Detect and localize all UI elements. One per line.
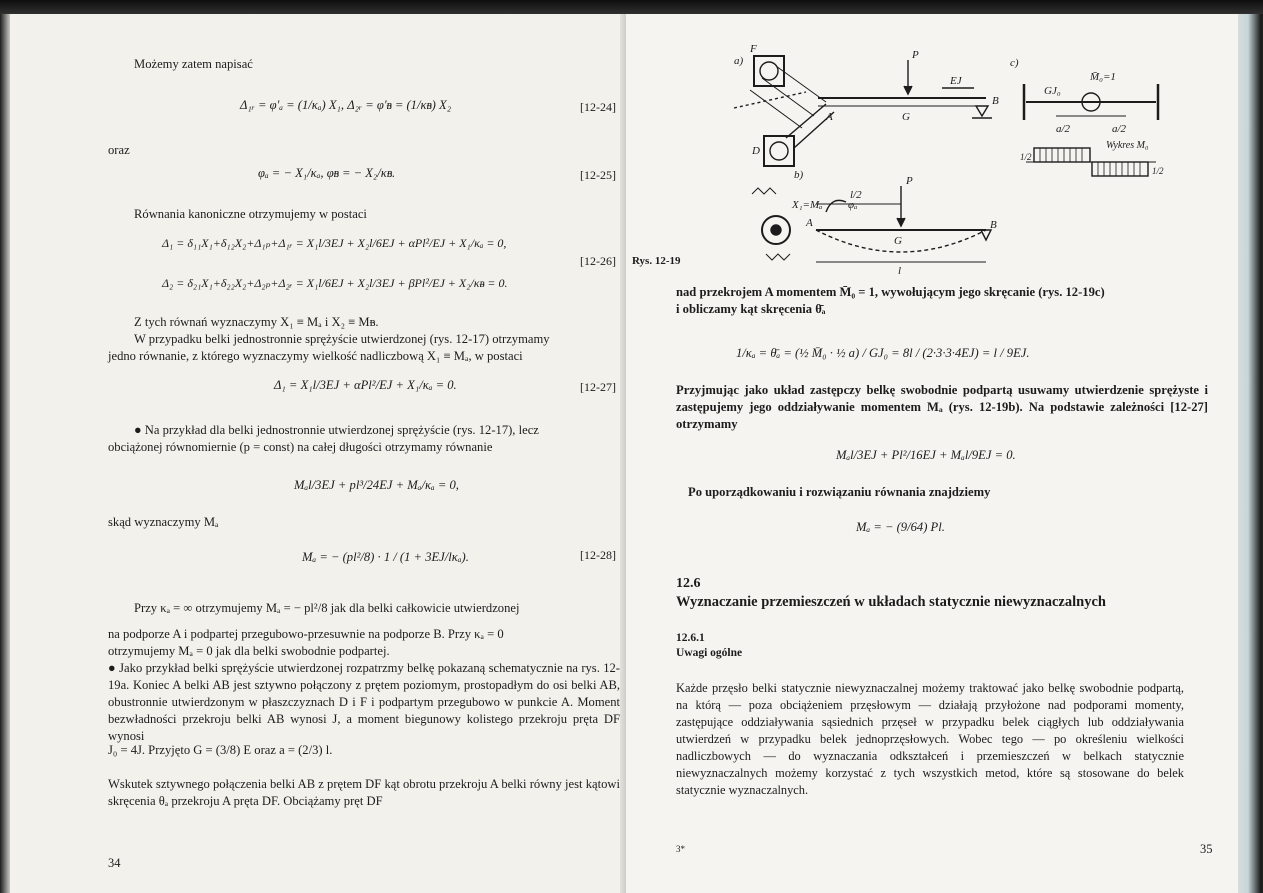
text-line: jedno równanie, z którego wyznaczymy wielkość nadliczbową X₁ ≡ Mₐ, w postaci (108, 349, 523, 363)
fig-label-a-b: A (806, 217, 813, 229)
fig-label-gj0: GJ₀ (1044, 85, 1061, 97)
text-line: skąd wyznaczymy Mₐ (108, 515, 219, 529)
text-line: obciążonej równomiernie (p = const) na całej długości otrzymamy równanie (108, 440, 493, 454)
equation-number: [12-25] (580, 168, 616, 182)
text-line: oraz (108, 143, 130, 157)
equation: Δ₁ᵣ = φ'ₐ = (1/κₐ) X₁, Δ₂ᵣ = φ'ᴃ = (1/κᴃ) X₂ (240, 98, 452, 112)
fig-label-a-point: A (826, 111, 833, 123)
section-number: 12.6 (676, 576, 701, 591)
fig-label-l: l (898, 265, 902, 276)
text-line: W przypadku belki jednostronnie sprężyście utwierdzonej (rys. 12-17) otrzymamy (134, 332, 550, 346)
equation: Mₐl/3EJ + Pl²/16EJ + Mₐl/9EJ = 0. (836, 448, 1016, 462)
fig-label-half-right: 1/2 (1152, 166, 1164, 176)
text-line: Po uporządkowaniu i rozwiązaniu równania znajdziemy (688, 485, 991, 499)
paragraph: Każde przęsło belki statycznie niewyznaczalnej możemy traktować jako belkę swobodnie podpartą, na którą — poza obciążeniem przęsłowym — działają przyłożone nad podporami momenty, zastępujące oddziaływania sąsiednich przęseł w przypadku belek ciągłych lub oddziaływania utwierdzeń w przypadku belek jednoprzęsłowych. Wobec tego — po określeniu wielkości nadliczbowych — do wyznaczania odkształceń i przemieszczeń w belkach statycznie niewyznaczalnych możemy korzystać z tych wszystkich metod, które są stosowane do belek statycznie wyznaczalnych. (676, 681, 1184, 797)
fig-label-b-point: B (992, 95, 999, 107)
fig-label-a2-left: a/2 (1056, 123, 1071, 135)
paragraph: Przyjmując jako układ zastępczy belkę swobodnie podpartą usuwamy utwierdzenie sprężyste i zastępujemy jego oddziaływanie momentem Mₐ (rys. 12-19b). Na podstawie zależności [12-27] otrzymamy (676, 383, 1208, 431)
text-line: Możemy zatem napisać (134, 57, 253, 71)
equation-number: [12-27] (580, 380, 616, 394)
equation: Δ₁ = X₁l/3EJ + αPl²/EJ + X₁/κₐ = 0. (274, 378, 457, 392)
equation: Mₐ = − (pl²/8) · 1 / (1 + 3EJ/lκₐ). (302, 550, 469, 564)
fig-label-f: F (750, 43, 757, 55)
support-square-d (764, 136, 794, 166)
figure-12-19 (626, 36, 1238, 276)
fig-label-wykres: Wykres M₀ (1106, 140, 1149, 151)
equation: Mₐl/3EJ + pl³/24EJ + Mₐ/κₐ = 0, (294, 478, 459, 492)
fig-label-c: c) (1010, 57, 1019, 69)
text-line: Równania kanoniczne otrzymujemy w postaci (134, 207, 367, 221)
fig-label-b: b) (794, 169, 804, 181)
page-number: 35 (1200, 842, 1213, 856)
text-line: i obliczamy kąt skręcenia θ̄ₐ (676, 302, 826, 316)
paragraph: Wskutek sztywnego połączenia belki AB z prętem DF kąt obrotu przekroju A belki równy jest kątowi skręcenia θₐ przekroju A pręta DF. Obciążamy pręt DF (108, 777, 620, 808)
fig-label-x1ma: X₁=Mₐ (792, 199, 823, 211)
fig-label-g-b: G (894, 235, 902, 247)
fig-label-m0: M̄₀=1 (1090, 71, 1116, 83)
text-line: J₀ = 4J. Przyjęto G = (3/8) E oraz a = (2/3) l. (108, 743, 333, 757)
equation: Mₐ = − (9/64) Pl. (856, 520, 945, 534)
fig-label-b-b: B (990, 219, 997, 231)
figure-caption: Rys. 12-19 (632, 255, 681, 267)
left-page (10, 14, 626, 893)
equation: Δ₁ = δ₁₁X₁+δ₁₂X₂+Δ₁ₚ+Δ₁ᵣ = X₁l/3EJ + X₂l/6EJ + αPl²/EJ + X₁/κₐ = 0, (162, 236, 507, 250)
scanner-right-edge (1238, 14, 1263, 893)
fig-label-half-left: 1/2 (1020, 152, 1032, 162)
support-square-f (754, 56, 784, 86)
subsection-title: Uwagi ogólne (676, 647, 743, 659)
fig-label-l2: l/2 (850, 189, 862, 201)
text-line: nad przekrojem A momentem M̄₀ = 1, wywołującym jego skręcanie (rys. 12-19c) (676, 285, 1105, 299)
page-number: 34 (108, 856, 121, 870)
fig-label-g: G (902, 111, 910, 123)
fig-label-a2-right: a/2 (1112, 123, 1127, 135)
fig-label-p: P (912, 49, 919, 61)
fig-label-phia: φₐ (848, 199, 858, 211)
equation: 1/κₐ = θ̄ₐ = (½ M̄₀ · ½ a) / GJ₀ = 8l / (2·3·3·4EJ) = l / 9EJ. (736, 346, 1030, 360)
equation-number: [12-24] (580, 100, 616, 114)
fig-label-p-b: P (906, 175, 913, 187)
fig-label-d: D (752, 145, 760, 157)
fig-label-ej: EJ (950, 75, 962, 87)
equation-number: [12-28] (580, 548, 616, 562)
text-line: ● Na przykład dla belki jednostronnie utwierdzonej sprężyście (rys. 12-17), lecz (134, 423, 539, 437)
text-line: Z tych równań wyznaczymy X₁ ≡ Mₐ i X₂ ≡ Mᴃ. (134, 315, 379, 329)
text-line: Przy κₐ = ∞ otrzymujemy Mₐ = − pl²/8 jak dla belki całkowicie utwierdzonej (134, 601, 520, 615)
section-title: Wyznaczanie przemieszczeń w układach statycznie niewyznaczalnych (676, 594, 1106, 610)
moment-plot-left (1034, 148, 1090, 162)
equation: Δ₂ = δ₂₁X₁+δ₂₂X₂+Δ₂ₚ+Δ₂ᵣ = X₁l/6EJ + X₂l/3EJ + βPl²/EJ + X₂/κᴃ = 0. (162, 276, 508, 290)
equation: φₐ = − X₁/κₐ, φᴃ = − X₂/κᴃ. (258, 166, 396, 180)
subsection-number: 12.6.1 (676, 632, 705, 644)
equation-number: [12-26] (580, 254, 616, 268)
text-line: na podporze A i podpartej przegubowo-przesuwnie na podporze B. Przy κₐ = 0 (108, 627, 504, 641)
fig-label-a: a) (734, 55, 744, 67)
sheet-mark: 3* (676, 844, 685, 854)
paragraph: ● Jako przykład belki sprężyście utwierdzonej rozpatrzmy belkę pokazaną schematycznie na rys. 12-19a. Koniec A belki AB jest sztywno połączony z prętem poziomym, prostopadłym do osi belki AB, obustronnie utwierdzonym w płaszczyznach D i F i podpartym przegubowo w punkcie A. Moment bezwładności przekroju belki AB wynosi J, a moment biegunowy kolistego przekroju pręta DF wynosi (108, 661, 620, 743)
text-line: otrzymujemy Mₐ = 0 jak dla belki swobodnie podpartej. (108, 644, 390, 658)
right-page (626, 14, 1238, 893)
